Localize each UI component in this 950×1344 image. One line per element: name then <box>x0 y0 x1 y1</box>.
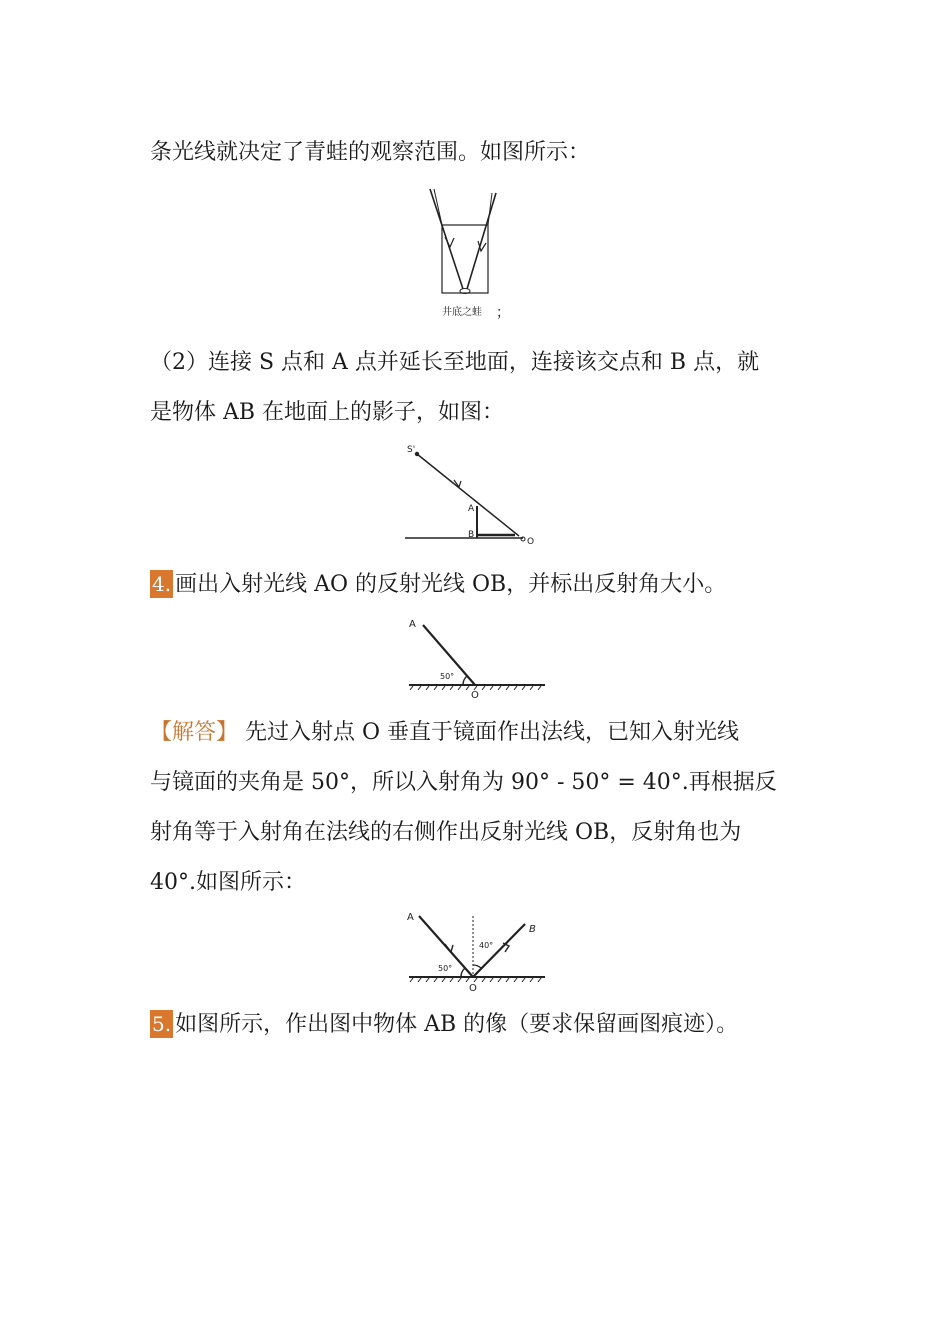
question-4-text: 画出入射光线 AO 的反射光线 OB，并标出反射角大小。 <box>175 572 727 597</box>
answer-text-1: 先过入射点 O 垂直于镜面作出法线，已知入射光线 <box>238 720 740 745</box>
label-b: B <box>468 530 475 540</box>
question-5 <box>150 1010 810 1040</box>
question-5-text: 如图所示，作出图中物体 AB 的像（要求保留画图痕迹）。 <box>175 1012 739 1037</box>
text-line-1: 条光线就决定了青蛙的观察范围。如图所示： <box>150 140 591 165</box>
label-a: A <box>468 504 475 514</box>
label-a: A <box>409 619 416 630</box>
well-outline <box>442 225 488 293</box>
mirror-hatching <box>410 978 541 982</box>
answer-line-2: 与镜面的夹角是 50°，所以入射角为 90° - 50° = 40°.再根据反 <box>150 770 777 795</box>
label-b: B <box>529 924 536 935</box>
label-o: O <box>471 690 479 701</box>
answer-line-4: 40°.如图所示： <box>150 870 306 895</box>
text-line-3: 是物体 AB 在地面上的影子，如图： <box>150 400 505 425</box>
label-o: O <box>469 983 477 994</box>
text-line-2: （2）连接 S 点和 A 点并延长至地面，连接该交点和 B 点，就 <box>150 350 760 375</box>
frog-caption: 井底之蛙 <box>442 307 482 318</box>
angle-out-label: 40° <box>479 941 494 950</box>
label-a: A <box>407 912 414 923</box>
angle-arc-out <box>473 965 481 968</box>
question-4 <box>150 570 810 600</box>
label-o: O <box>527 537 535 547</box>
answer-line-1 <box>150 718 810 748</box>
label-s: S' <box>407 445 416 455</box>
light-line <box>417 454 519 536</box>
mirror-figure-1 <box>405 615 550 700</box>
answer-tag: 【解答】 <box>150 720 239 745</box>
reflected-ray-ob <box>473 924 525 977</box>
angle-in-label: 50° <box>438 964 453 973</box>
arrow-left <box>445 237 454 247</box>
frog-well-figure <box>420 185 530 325</box>
light-ray-right <box>467 193 496 289</box>
shadow-figure <box>405 440 535 550</box>
point-s <box>415 452 419 456</box>
mirror-figure-2 <box>405 908 550 998</box>
question-5-badge: 5. <box>152 1012 172 1036</box>
frog-caption-suffix: ； <box>496 305 510 321</box>
angle-arc <box>463 676 467 685</box>
answer-line-3: 射角等于入射角在法线的右侧作出反射光线 OB，反射角也为 <box>150 820 742 845</box>
angle-label: 50° <box>440 672 455 681</box>
angle-arc-in <box>461 968 465 977</box>
question-4-badge: 4. <box>152 572 172 596</box>
